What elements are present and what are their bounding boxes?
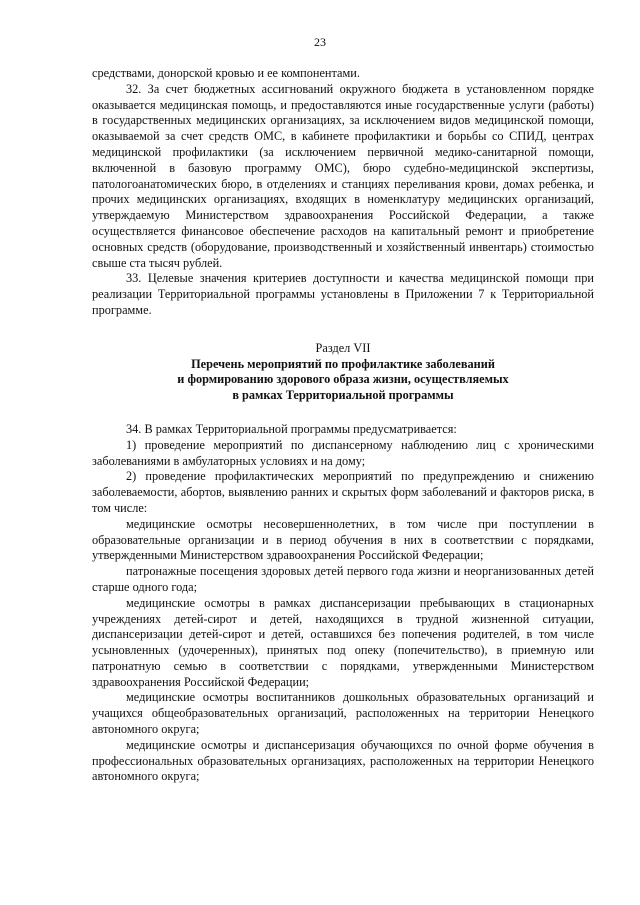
- spacer: [92, 319, 594, 341]
- paragraph-33: 33. Целевые значения критериев доступности и качества медицинской помощи при реализации Территориальной программы установлены в Приложении 7 к Территориальной программе.: [92, 271, 594, 317]
- paragraph-34-item-2: 2) проведение профилактических мероприятий по предупреждению и снижению заболеваемости, абортов, выявлению ранних и скрытых форм заболеваний и факторов риска, в том числе:: [92, 469, 594, 515]
- paragraph-34-item-2-medical-exams-minors: медицинские осмотры несовершеннолетних, в том числе при поступлении в образовательные организации и в период обучения в них в соответствии с порядками, утвержденными Министерством здравоохранения Российской Федерации;: [92, 516, 594, 563]
- paragraph-34-item-2-patronage-visits: патронажные посещения здоровых детей первого года жизни и неорганизованных детей старше одного года;: [92, 564, 594, 594]
- paragraph-34-item-2-preschool-exams: медицинские осмотры воспитанников дошкольных образовательных организаций и учащихся общеобразовательных организаций, расположенных на территории Ненецкого автономного округа;: [92, 690, 594, 737]
- page-number: 23: [314, 35, 326, 49]
- section-title-line-1: Перечень мероприятий по профилактике заболеваний: [191, 356, 495, 371]
- section-title-line-2: и формированию здорового образа жизни, осуществляемых: [177, 372, 509, 387]
- paragraph-34: 34. В рамках Территориальной программы предусматривается:: [126, 421, 457, 436]
- spacer: [92, 404, 594, 422]
- section-title-line-3: в рамках Территориальной программы: [232, 388, 454, 403]
- paragraph-continuation: средствами, донорской кровью и ее компонентами.: [92, 66, 360, 80]
- paragraph-34-item-2-orphan-exams: медицинские осмотры в рамках диспансеризации пребывающих в стационарных учреждениях детей-сирот и детей, находящихся в трудной жизненной ситуации, диспансеризации детей-сирот и детей, оставшихся без попечения родителей, в том числе усыновленных (удочеренных), принятых под опеку (попечительство), в приемную или патронатную семью в соответствии с порядками, утвержденными Министерством здравоохранения Российской Федерации;: [92, 595, 594, 689]
- paragraph-34-item-2-student-exams: медицинские осмотры и диспансеризация обучающихся по очной форме обучения в профессиональных образовательных организациях, расположенных на территории Ненецкого автономного округа;: [92, 737, 594, 784]
- document-body: [92, 66, 594, 785]
- paragraph-34-item-1: 1) проведение мероприятий по диспансерному наблюдению лиц с хроническими заболеваниями в амбулаторных условиях и на дому;: [92, 437, 594, 468]
- section-label: Раздел VII: [315, 340, 371, 355]
- paragraph-32: 32. За счет бюджетных ассигнований окружного бюджета в установленном порядке оказывается медицинская помощь, и предоставляются иные государственные услуги (работы) в государственных медицинских организациях, за исключением видов медицинской помощи, оказываемой за счет средств ОМС, в кабинете профилактики и борьбы со СПИД, центрах медицинской профилактики (за исключением первичной медико-санитарной помощи, включенной в базовую программу ОМС), бюро судебно-медицинской экспертизы, патологоанатомических бюро, в отделениях и станциях переливания крови, домах ребенка, и прочих медицинских организациях, входящих в номенклатуру медицинских организаций, утверждаемую Министерством здравоохранения Российской Федерации, а также осуществляется финансовое обеспечение расходов на капитальный ремонт и приобретение основных средств (оборудование, производственный и хозяйственный инвентарь) стоимостью свыше ста тысяч рублей.: [92, 81, 594, 270]
